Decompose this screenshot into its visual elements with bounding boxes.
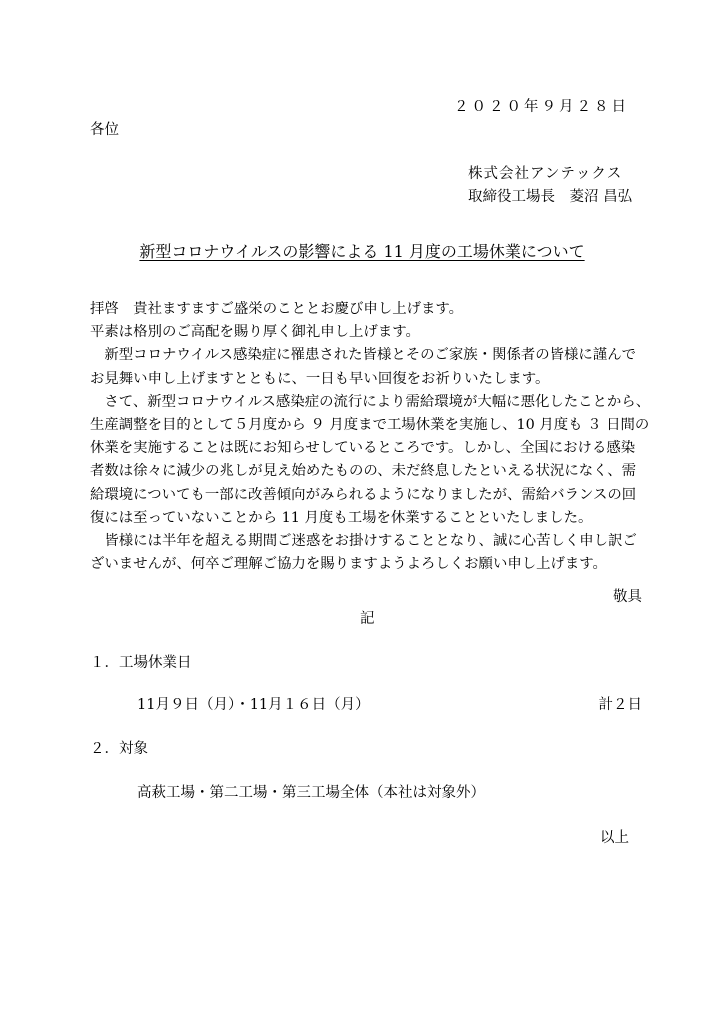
body-line: 平素は格別のご高配を賜り厚く御礼申し上げます。 [90, 324, 420, 341]
body-line: お見舞い申し上げますとともに、一日も早い回復をお祈りいたします。 [90, 370, 550, 387]
document-title: 新型コロナウイルスの影響による 11 月度の工場休業について [139, 242, 585, 261]
addressee: 各位 [90, 122, 119, 138]
body-line: 復には至っていないことから 11 月度も工場を休業することといたしました。 [90, 509, 593, 526]
affected-factories: 高萩工場・第二工場・第三工場全体（本社は対象外） [137, 785, 485, 801]
item2-heading: ２．対象 [90, 741, 148, 757]
closure-total: 計２日 [598, 697, 642, 713]
body-line: 給環境についても一部に改善傾向がみられるようになりましたが、需給バランスの回 [90, 486, 637, 503]
closing-word: 敬具 [613, 589, 642, 605]
sender-name: 取締役工場長 菱沼 昌弘 [468, 189, 633, 205]
notes-heading: 記 [360, 611, 375, 627]
body-line: 者数は徐々に減少の兆しが見え始めたものの、未だ終息したといえる状況になく、需 [90, 463, 636, 480]
item1-heading: １．工場休業日 [90, 655, 192, 671]
body-line: 皆様には半年を超える期間ご迷惑をお掛けすることとなり、誠に心苦しく申し訳ご [90, 533, 637, 550]
body-line: さて、新型コロナウイルス感染症の流行により需給環境が大幅に悪化したことから、 [90, 393, 651, 410]
body-line: ざいませんが、何卒ご理解ご協力を賜りますようよろしくお願い申し上げます。 [90, 556, 607, 573]
letter-body [90, 298, 650, 576]
body-line: 休業を実施することは既にお知らせしているところです。しかし、全国における感染 [90, 440, 636, 457]
closure-dates: 11月９日（月）・11月１６日（月） [137, 697, 370, 713]
document-date: ２０２０年９月２８日 [454, 99, 629, 115]
sender-company: 株式会社アンテックス [468, 166, 623, 182]
body-line: 新型コロナウイルス感染症に罹患された皆様とそのご家族・関係者の皆様に謹んで [90, 347, 636, 364]
body-line: 拝啓 貴社ますますご盛栄のこととお慶び申し上げます。 [90, 301, 464, 317]
end-mark: 以上 [600, 830, 629, 846]
body-line: 生産調整を目的として５月度から ９ 月度まで工場休業を実施し、10 月度も ３ 日間の [90, 417, 650, 434]
